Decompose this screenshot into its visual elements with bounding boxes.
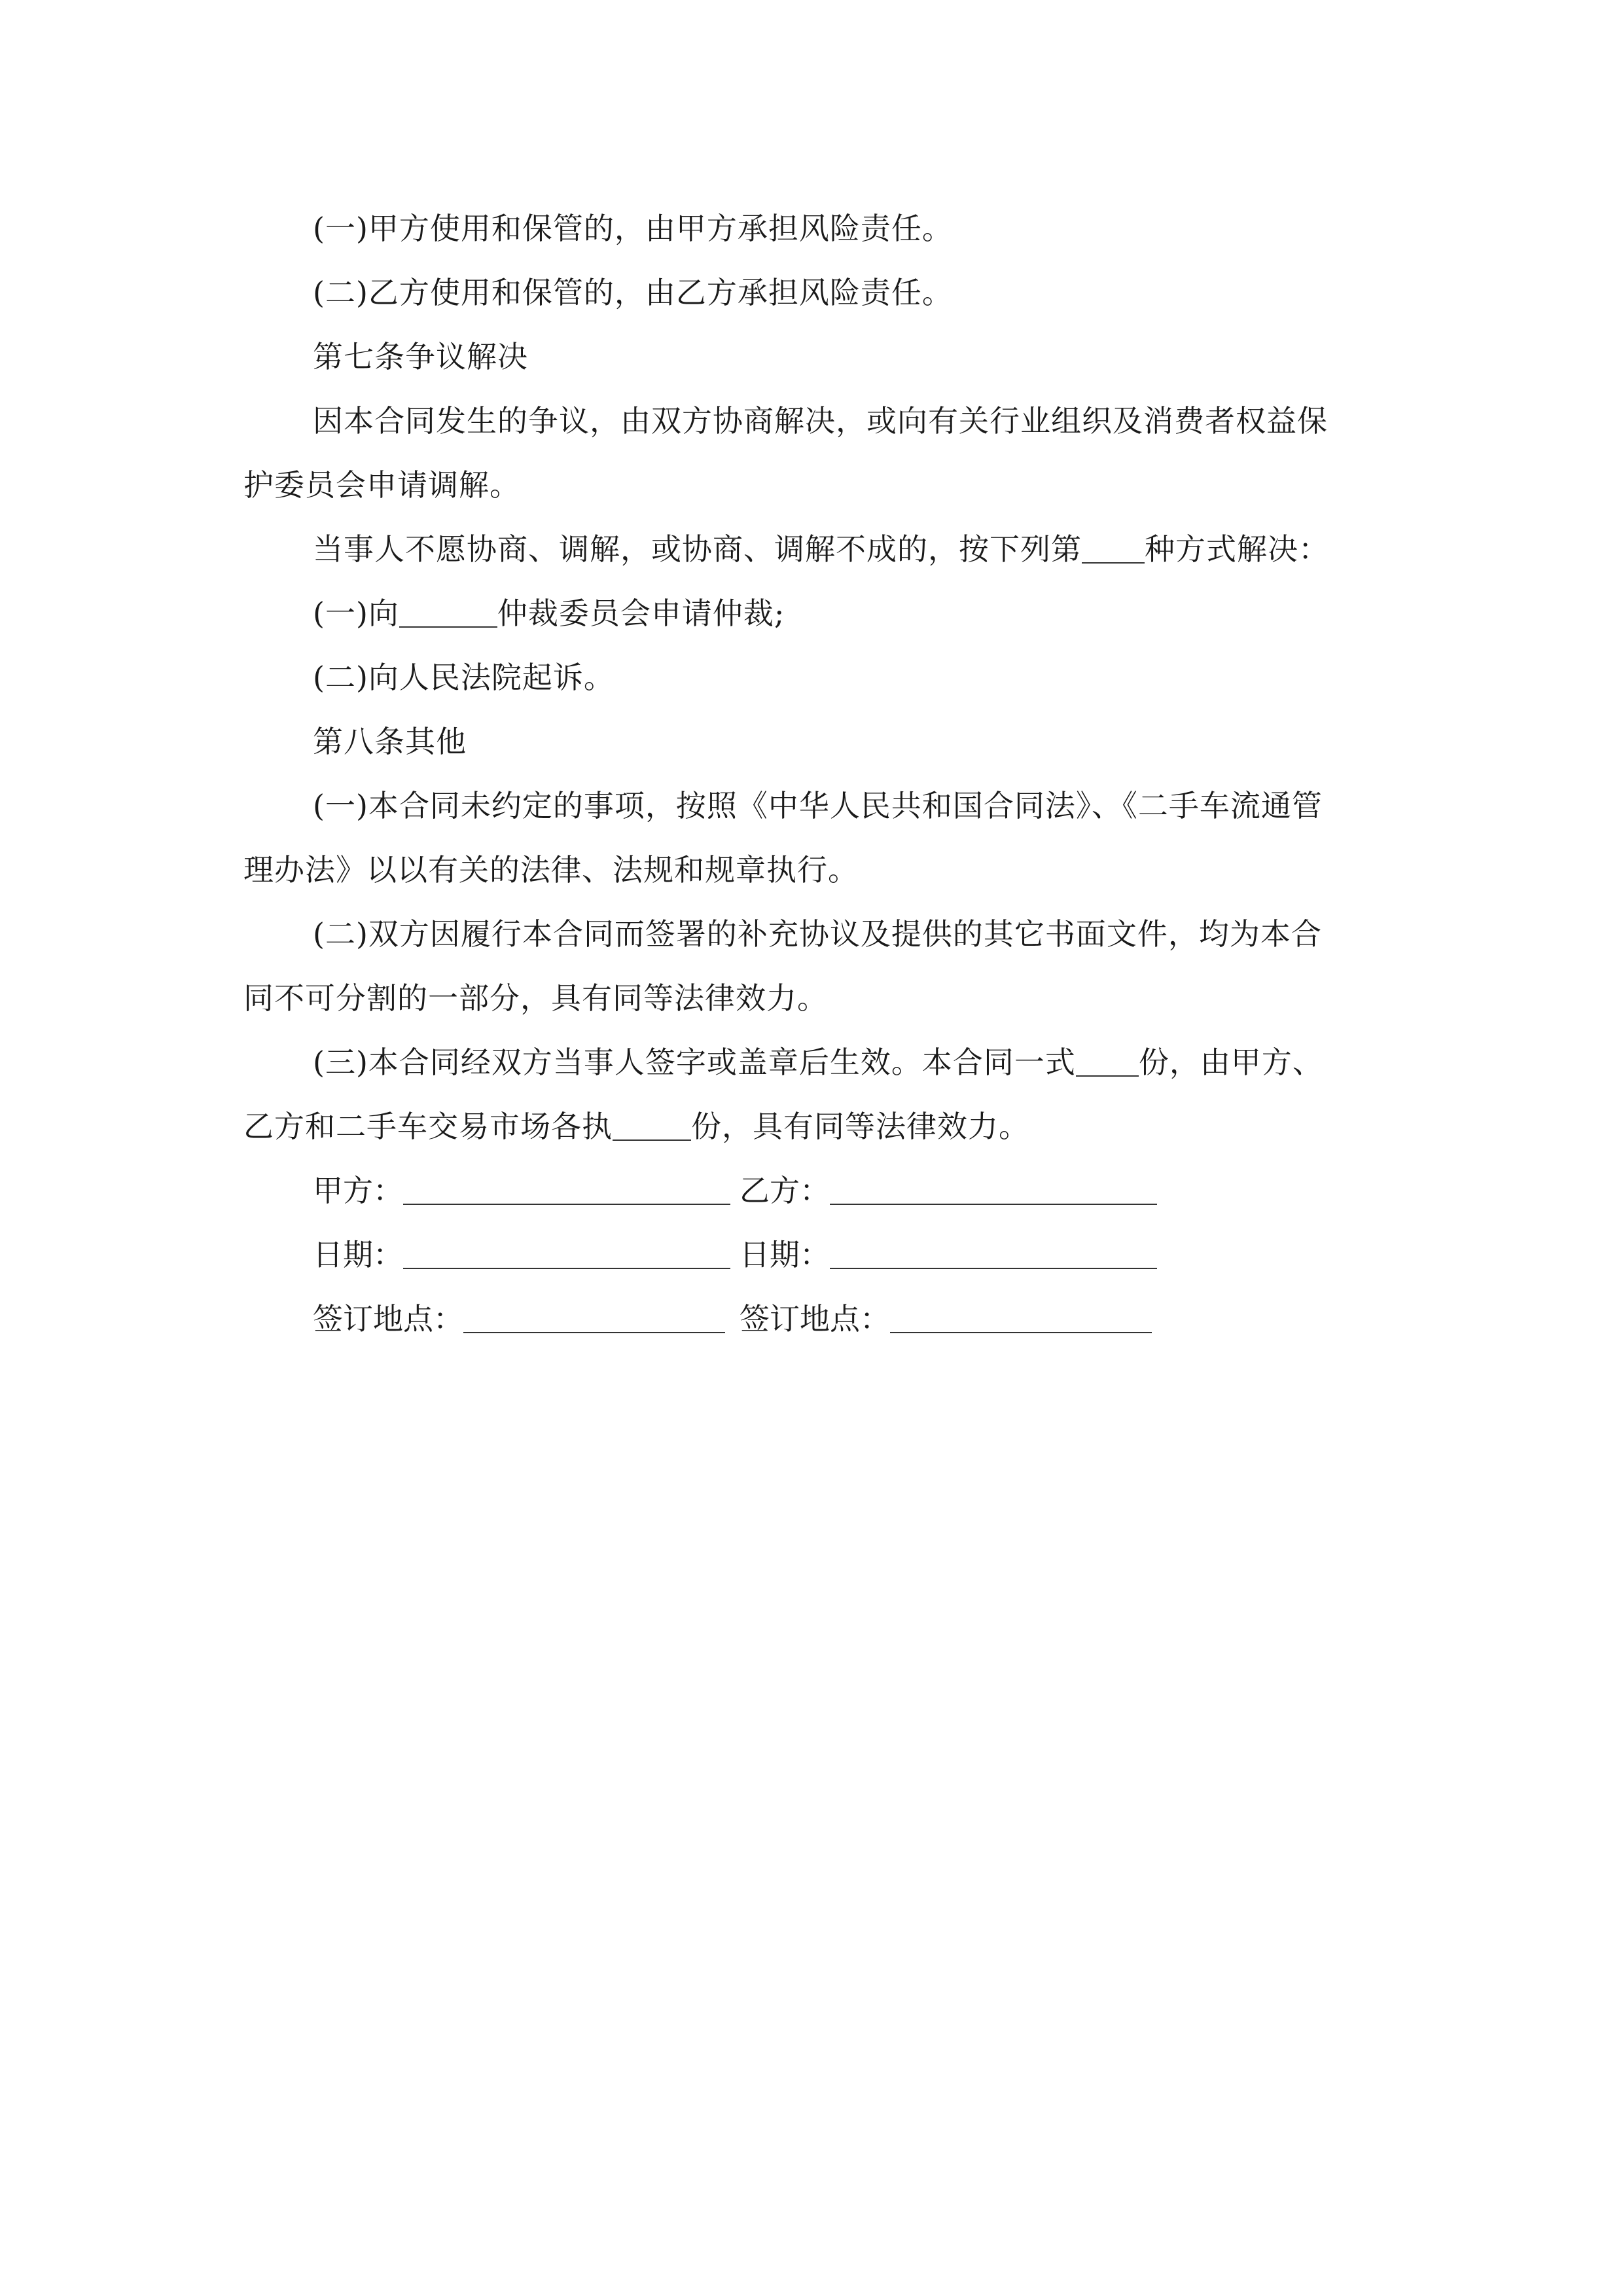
arbitration-line — [243, 581, 1395, 645]
party-b-date-blank[interactable] — [830, 1242, 1157, 1269]
copies-each-text-before: 乙方和二手车交易市场各执 — [243, 1109, 613, 1144]
party-b-place-label: 签订地点： — [740, 1301, 890, 1336]
copies-each-text-after: 份，具有同等法律效力。 — [691, 1109, 1029, 1144]
copies-total-blank[interactable] — [1076, 1049, 1139, 1077]
arbitration-text-before: (一)向 — [313, 596, 399, 631]
party-a-place-label: 签订地点： — [313, 1301, 463, 1336]
signature-row-place — [243, 1287, 1395, 1351]
party-b-signature-blank[interactable] — [830, 1177, 1157, 1205]
copies-text-after: 份，由甲方、 — [1138, 1045, 1323, 1080]
arbitration-text-after: 仲裁委员会申请仲裁; — [497, 596, 785, 631]
party-a-signature-blank[interactable] — [403, 1177, 730, 1205]
article-8-item-3-line-2 — [243, 1094, 1395, 1158]
article-8-item-3-line-1 — [243, 1030, 1395, 1094]
court-line: (二)向人民法院起诉。 — [313, 660, 615, 695]
party-b-date-label: 日期： — [740, 1237, 830, 1272]
party-b-place-blank[interactable] — [890, 1306, 1152, 1333]
party-b-label: 乙方： — [740, 1173, 830, 1208]
article-8-item-1-line-1: (一)本合同未约定的事项，按照《中华人民共和国合同法》、《二手车流通管 — [313, 788, 1323, 823]
party-a-date-blank[interactable] — [403, 1242, 730, 1269]
dispute-method-text-after: 种方式解决： — [1145, 531, 1329, 567]
article-8-title: 第八条其他 — [313, 724, 467, 759]
contract-body — [243, 196, 1395, 1351]
dispute-paragraph-line-1: 因本合同发生的争议，由双方协商解决，或向有关行业组织及消费者权益保 — [313, 403, 1328, 439]
arbitration-committee-blank[interactable] — [399, 600, 497, 628]
article-8-item-2-line-1: (二)双方因履行本合同而签署的补充协议及提供的其它书面文件，均为本合 — [313, 916, 1322, 952]
party-a-label: 甲方： — [313, 1173, 403, 1208]
party-a-place-blank[interactable] — [463, 1306, 725, 1333]
article-8-item-1-line-2: 理办法》以以有关的法律、法规和规章执行。 — [243, 852, 859, 888]
party-a-date-label: 日期： — [313, 1237, 403, 1272]
dispute-method-text-before: 当事人不愿协商、调解，或协商、调解不成的，按下列第 — [313, 531, 1082, 567]
dispute-method-blank[interactable] — [1082, 536, 1145, 564]
clause-risk-party-a: (一)甲方使用和保管的，由甲方承担风险责任。 — [313, 211, 953, 246]
dispute-paragraph-line-2: 护委员会申请调解。 — [243, 467, 520, 503]
copies-each-blank[interactable] — [613, 1113, 691, 1141]
signature-row-party — [243, 1158, 1395, 1223]
signature-row-date — [243, 1223, 1395, 1287]
article-7-title: 第七条争议解决 — [313, 339, 528, 374]
copies-text-before: (三)本合同经双方当事人签字或盖章后生效。本合同一式 — [313, 1045, 1076, 1080]
article-8-item-2-line-2: 同不可分割的一部分，具有同等法律效力。 — [243, 980, 828, 1016]
clause-risk-party-b: (二)乙方使用和保管的，由乙方承担风险责任。 — [313, 275, 953, 310]
dispute-method-line — [243, 517, 1395, 581]
